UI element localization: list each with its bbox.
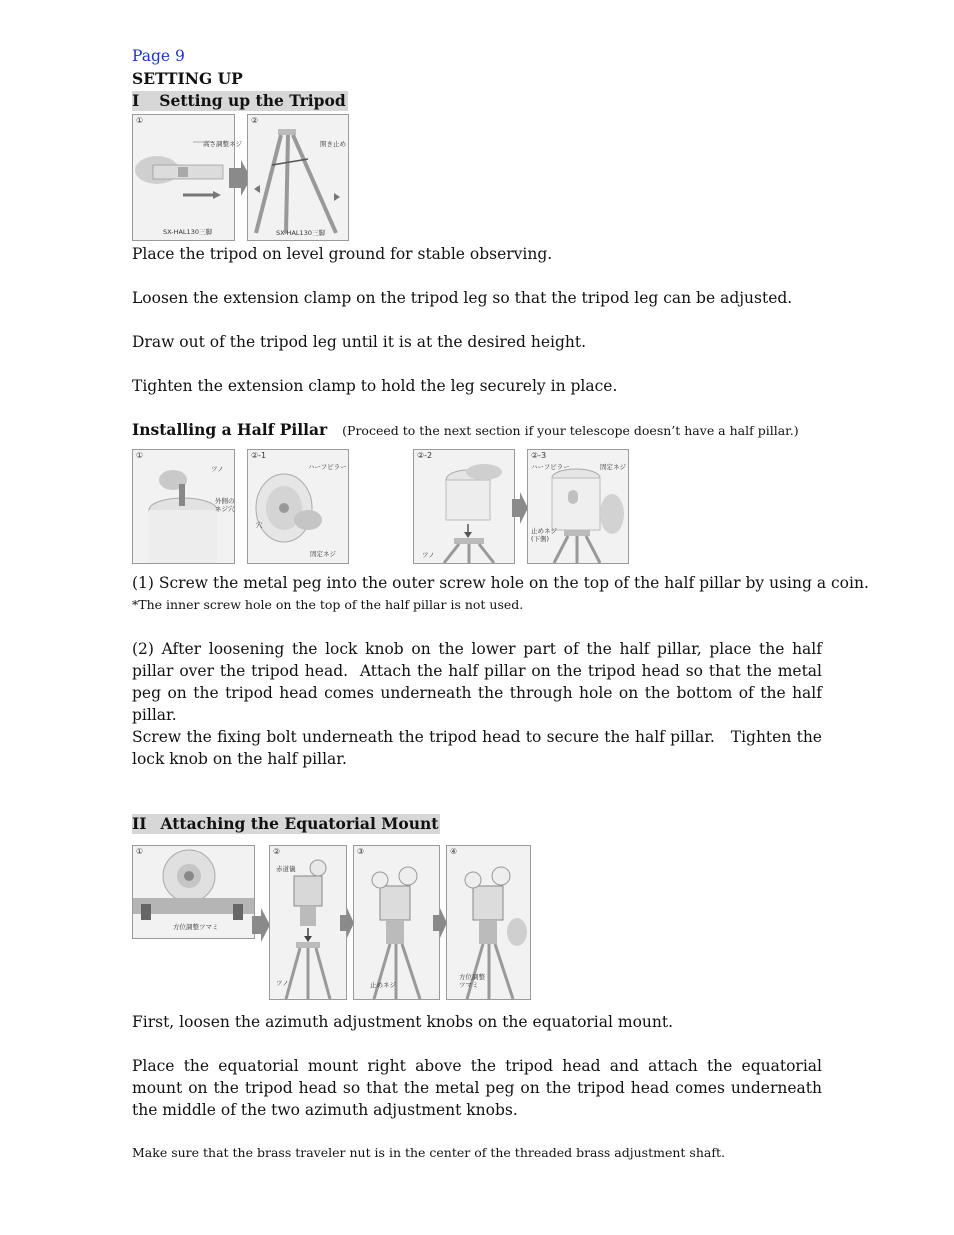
half-pillar-photo-1 xyxy=(132,449,235,564)
photo-step-number: ② xyxy=(251,116,259,125)
photo-step-number: ②-3 xyxy=(531,451,547,460)
half-pillar-note: (Proceed to the next section if your telescope doesn’t have a half pillar.) xyxy=(342,423,799,438)
photo-label: ツノ xyxy=(276,979,289,987)
paragraph: (2) After loosening the lock knob on the lower part of the half pillar, place the half pillar over the tripod head. Attach the half pillar on the tripod head so that the metal peg on the tripod head comes underneath the through hole on the bottom of the half pillar. xyxy=(132,640,822,724)
section-1-numeral: I xyxy=(132,91,140,110)
step-arrow-icon xyxy=(512,492,528,524)
half-pillar-heading xyxy=(132,420,799,439)
paragraph: Tighten the extension clamp to hold the leg securely in place. xyxy=(132,377,618,395)
photo-label: 赤道儀 xyxy=(276,865,296,873)
footnote: *The inner screw hole on the top of the half pillar is not used. xyxy=(132,597,524,612)
photo-label: 外側の xyxy=(215,497,235,505)
mount-photo-3 xyxy=(353,845,440,1000)
mount-photo-4 xyxy=(446,845,531,1000)
section-2-title: Attaching the Equatorial Mount xyxy=(160,814,439,833)
mount-attached-illustration xyxy=(354,846,439,999)
section-2-numeral: II xyxy=(132,814,147,833)
section-1-title: Setting up the Tripod xyxy=(159,91,346,110)
tripod-photo-2 xyxy=(247,114,349,241)
photo-label: 開き止め xyxy=(320,140,346,148)
photo-label: ハーフピラー xyxy=(531,463,570,471)
small-note: Make sure that the brass traveler nut is in the center of the threaded brass adjustment shaft. xyxy=(132,1145,725,1160)
tripod-leg-illustration xyxy=(133,115,234,240)
photo-step-number: ① xyxy=(136,847,144,856)
paragraph: First, loosen the azimuth adjustment knobs on the equatorial mount. xyxy=(132,1013,674,1031)
photo-caption: SX-HAL130三脚 xyxy=(163,228,212,236)
tripod-photo-1 xyxy=(132,114,242,241)
half-pillar-photo-4 xyxy=(527,449,629,564)
photo-label: 穴 xyxy=(256,521,263,529)
half-pillar-photo-2 xyxy=(247,449,349,564)
photo-step-number: ① xyxy=(136,451,144,460)
half-pillar-lowering-illustration xyxy=(414,450,514,563)
photo-step-number: ① xyxy=(136,116,144,125)
photo-label: 固定ネジ xyxy=(310,550,336,558)
photo-step-number: ②-2 xyxy=(417,451,433,460)
section-1-heading xyxy=(132,91,348,111)
photo-step-number: ③ xyxy=(357,847,365,856)
photo-label: 止めネジ xyxy=(370,981,396,989)
photo-label: 方位調整 xyxy=(459,973,485,981)
photo-label: ネジ穴 xyxy=(215,505,235,513)
paragraph: Place the equatorial mount right above the tripod head and attach the equatorial mount on the tripod head so that the metal peg on the tripod head comes underneath the middle of the two azimuth adjustment knobs. xyxy=(132,1057,822,1119)
photo-caption: SX-HAL130三脚 xyxy=(276,229,325,237)
photo-label: ツノ xyxy=(422,551,435,559)
photo-label: ツノ xyxy=(211,465,224,473)
half-pillar-photo-3 xyxy=(413,449,515,564)
paragraph: Place the tripod on level ground for stable observing. xyxy=(132,245,553,263)
step-arrow-icon xyxy=(433,908,447,938)
photo-step-number: ② xyxy=(273,847,281,856)
photo-label: ツマミ xyxy=(459,981,479,989)
mount-photo-1 xyxy=(132,845,255,939)
step-arrow-icon xyxy=(252,908,270,942)
page-number: Page 9 xyxy=(132,47,185,65)
tripod-spread-illustration xyxy=(248,115,348,240)
half-pillar-title: Installing a Half Pillar xyxy=(132,420,328,439)
photo-label: (下側) xyxy=(531,535,550,543)
paragraph: Screw the fixing bolt underneath the tripod head to secure the half pillar. Tighten the lock knob on the half pillar. xyxy=(132,728,822,768)
photo-label: 高さ調整ネジ xyxy=(203,140,242,148)
paragraph: Draw out of the tripod leg until it is at the desired height. xyxy=(132,333,587,351)
photo-label: 止めネジ xyxy=(531,527,557,535)
photo-label: 方位調整ツマミ xyxy=(173,923,219,931)
paragraph: (1) Screw the metal peg into the outer screw hole on the top of the half pillar by using a coin. xyxy=(132,574,869,592)
photo-label: ハーフピラー xyxy=(308,463,347,471)
mount-photo-2 xyxy=(269,845,347,1000)
step-arrow-icon xyxy=(340,908,354,938)
section-2-heading xyxy=(132,814,440,834)
photo-label: 固定ネジ xyxy=(600,463,626,471)
section-title: SETTING UP xyxy=(132,69,243,88)
photo-step-number: ②-1 xyxy=(251,451,267,460)
paragraph: Loosen the extension clamp on the tripod leg so that the tripod leg can be adjusted. xyxy=(132,289,793,307)
photo-step-number: ④ xyxy=(450,847,458,856)
